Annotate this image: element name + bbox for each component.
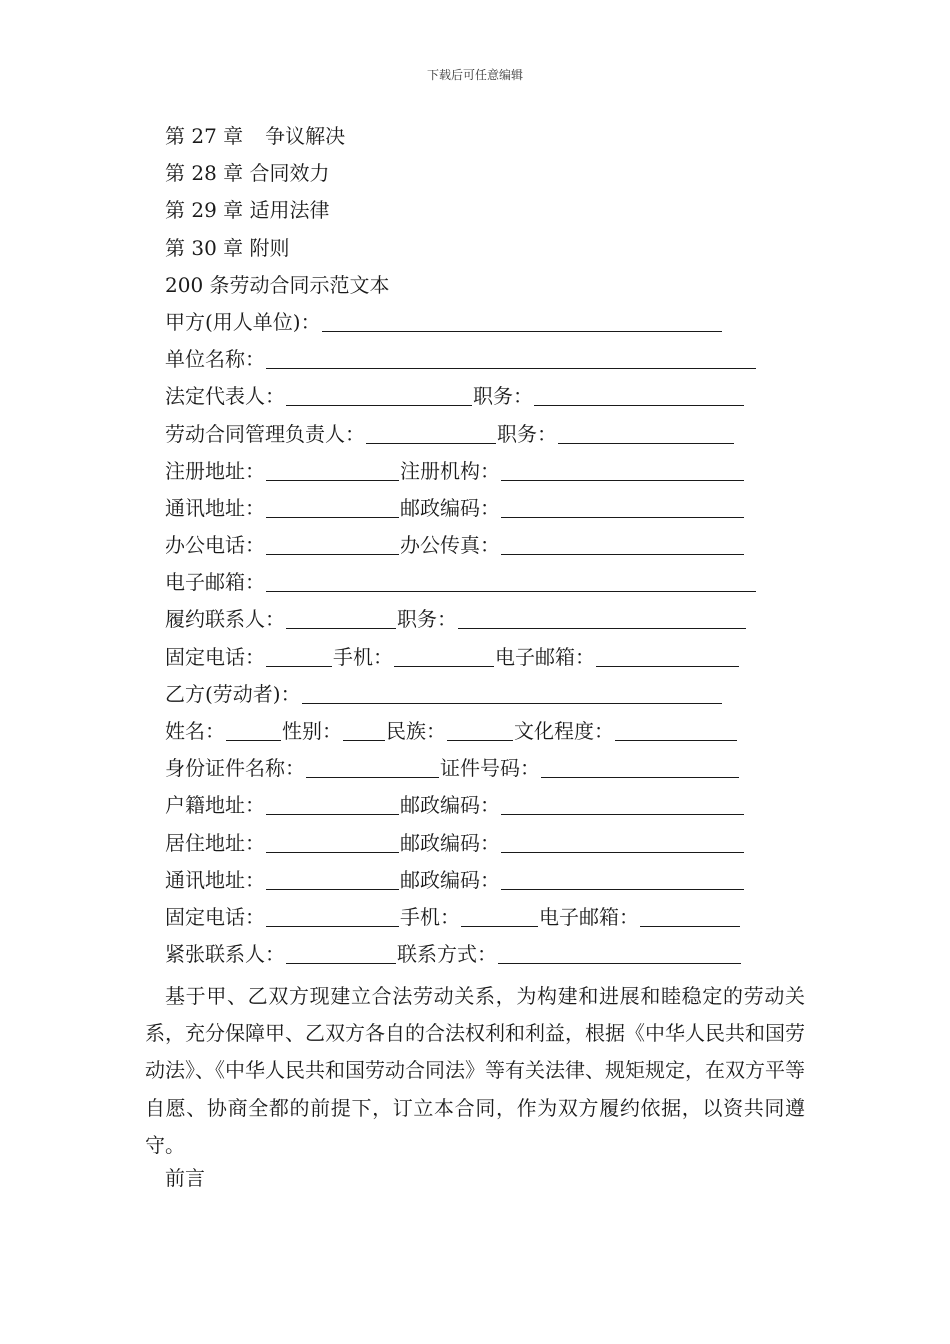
page-header: 下载后可任意编辑 [426,68,523,82]
unit-name-row [165,341,775,378]
postcode-field[interactable] [501,790,744,815]
residence-address-row [165,825,775,862]
contract-manager-label: 劳动合同管理负责人： [165,421,365,446]
position-label: 职务： [397,607,457,632]
party-a-name-field[interactable] [322,307,722,332]
id-number-field[interactable] [541,753,739,778]
name-label: 姓名： [165,719,225,743]
mail-address-row [165,862,775,899]
household-address-row [165,787,775,824]
reg-address-field[interactable] [266,456,399,481]
postcode-label: 邮政编码： [400,793,500,818]
position-label: 职务： [473,384,533,409]
contract-manager-field[interactable] [366,419,496,444]
toc-title: 争议解决 [265,124,346,148]
mail-address-label: 通讯地址： [165,495,265,520]
preface-heading: 前言 [165,1166,205,1190]
toc-title: 适用法律 [249,198,330,223]
name-field[interactable] [226,716,281,741]
office-phone-row [165,527,775,564]
reg-authority-label: 注册机构： [400,458,500,483]
landline-label: 固定电话： [165,644,265,669]
reg-address-label: 注册地址： [165,458,265,483]
unit-name-field[interactable] [266,344,756,369]
postcode-field[interactable] [501,828,744,853]
id-type-field[interactable] [306,753,439,778]
toc-title: 合同效力 [249,161,330,186]
toc-chapter: 第 30 章 [165,235,244,260]
id-type-label: 身份证件名称： [165,756,305,781]
doc-title: 200 条劳动合同示范文本 [165,272,390,297]
personal-info-row [165,713,775,750]
office-fax-label: 办公传真： [400,533,500,558]
intro-paragraph: 基于甲、乙双方现建立合法劳动关系，为构建和进展和睦稳定的劳动关系，充分保障甲、乙双方各自的合法权利和利益，根据《中华人民共和国劳动法》、《中华人民共和国劳动合同法》等有关法律、规矩规定，在双方平等自愿、协商全都的前提下，订立本合同，作为双方履约依据，以资共同遵守。 [145,984,805,1157]
contract-manager-row [165,416,775,453]
legal-rep-row [165,378,775,415]
toc-chapter: 第 29 章 [165,198,244,223]
contact-position-field[interactable] [458,604,746,629]
contact-person-row [165,601,775,638]
contact-method-label: 联系方式： [397,942,497,967]
office-phone-label: 办公电话： [165,533,265,558]
legal-rep-position-field[interactable] [534,381,744,406]
landline-field[interactable] [266,642,332,667]
email-label: 电子邮箱： [539,904,639,929]
ethnicity-label: 民族： [386,719,446,743]
party-a-heading-row [165,304,775,341]
office-fax-field[interactable] [501,530,744,555]
reg-authority-field[interactable] [501,456,744,481]
postcode-field[interactable] [501,493,744,518]
landline-row [165,899,775,936]
email-label: 电子邮箱： [165,570,265,595]
postcode-field[interactable] [501,865,744,890]
landline-field[interactable] [266,902,399,927]
toc-title: 附则 [249,235,290,260]
postcode-label: 邮政编码： [400,867,500,892]
email-row [165,564,775,601]
education-label: 文化程度： [514,719,614,743]
postcode-label: 邮政编码： [400,830,500,855]
email-field[interactable] [640,902,740,927]
household-address-label: 户籍地址： [165,793,265,818]
contact-person-field[interactable] [286,604,396,629]
gender-field[interactable] [343,716,385,741]
mobile-field[interactable] [461,902,538,927]
toc-chapter: 第 28 章 [165,161,244,186]
toc-item [165,230,775,267]
mail-address-label: 通讯地址： [165,867,265,892]
education-field[interactable] [615,716,737,741]
reg-address-row [165,453,775,490]
emergency-contact-field[interactable] [286,939,396,964]
landline-label: 固定电话： [165,904,265,929]
party-b-heading-row [165,676,775,713]
email-field[interactable] [596,642,739,667]
gender-label: 性别： [282,719,342,743]
office-phone-field[interactable] [266,530,399,555]
id-number-label: 证件号码： [440,756,540,781]
party-b-name-field[interactable] [302,679,722,704]
postcode-label: 邮政编码： [400,495,500,520]
emergency-contact-label: 紧张联系人： [165,942,285,967]
mail-address-field[interactable] [266,865,399,890]
id-row [165,750,775,787]
party-b-heading: 乙方(劳动者)： [165,681,301,706]
residence-address-field[interactable] [266,828,399,853]
mail-address-row [165,490,775,527]
toc-item [165,155,775,192]
contact-person-label: 履约联系人： [165,607,285,632]
unit-name-label: 单位名称： [165,347,265,372]
legal-rep-label: 法定代表人： [165,384,285,409]
document-body [165,118,775,973]
landline-row [165,639,775,676]
residence-address-label: 居住地址： [165,830,265,855]
legal-rep-field[interactable] [286,381,472,406]
email-label: 电子邮箱： [495,644,595,669]
mobile-field[interactable] [394,642,494,667]
emergency-contact-row [165,936,775,973]
ethnicity-field[interactable] [447,716,513,741]
mobile-label: 手机： [333,644,393,669]
contact-method-field[interactable] [498,939,741,964]
manager-position-field[interactable] [558,419,734,444]
party-a-heading: 甲方(用人单位)： [165,309,321,334]
mobile-label: 手机： [400,904,460,929]
household-address-field[interactable] [266,790,399,815]
toc-chapter: 第 27 章 [165,124,244,148]
email-field[interactable] [266,567,756,592]
toc-item [165,118,775,155]
mail-address-field[interactable] [266,493,399,518]
position-label: 职务： [497,421,557,446]
toc-item [165,192,775,229]
